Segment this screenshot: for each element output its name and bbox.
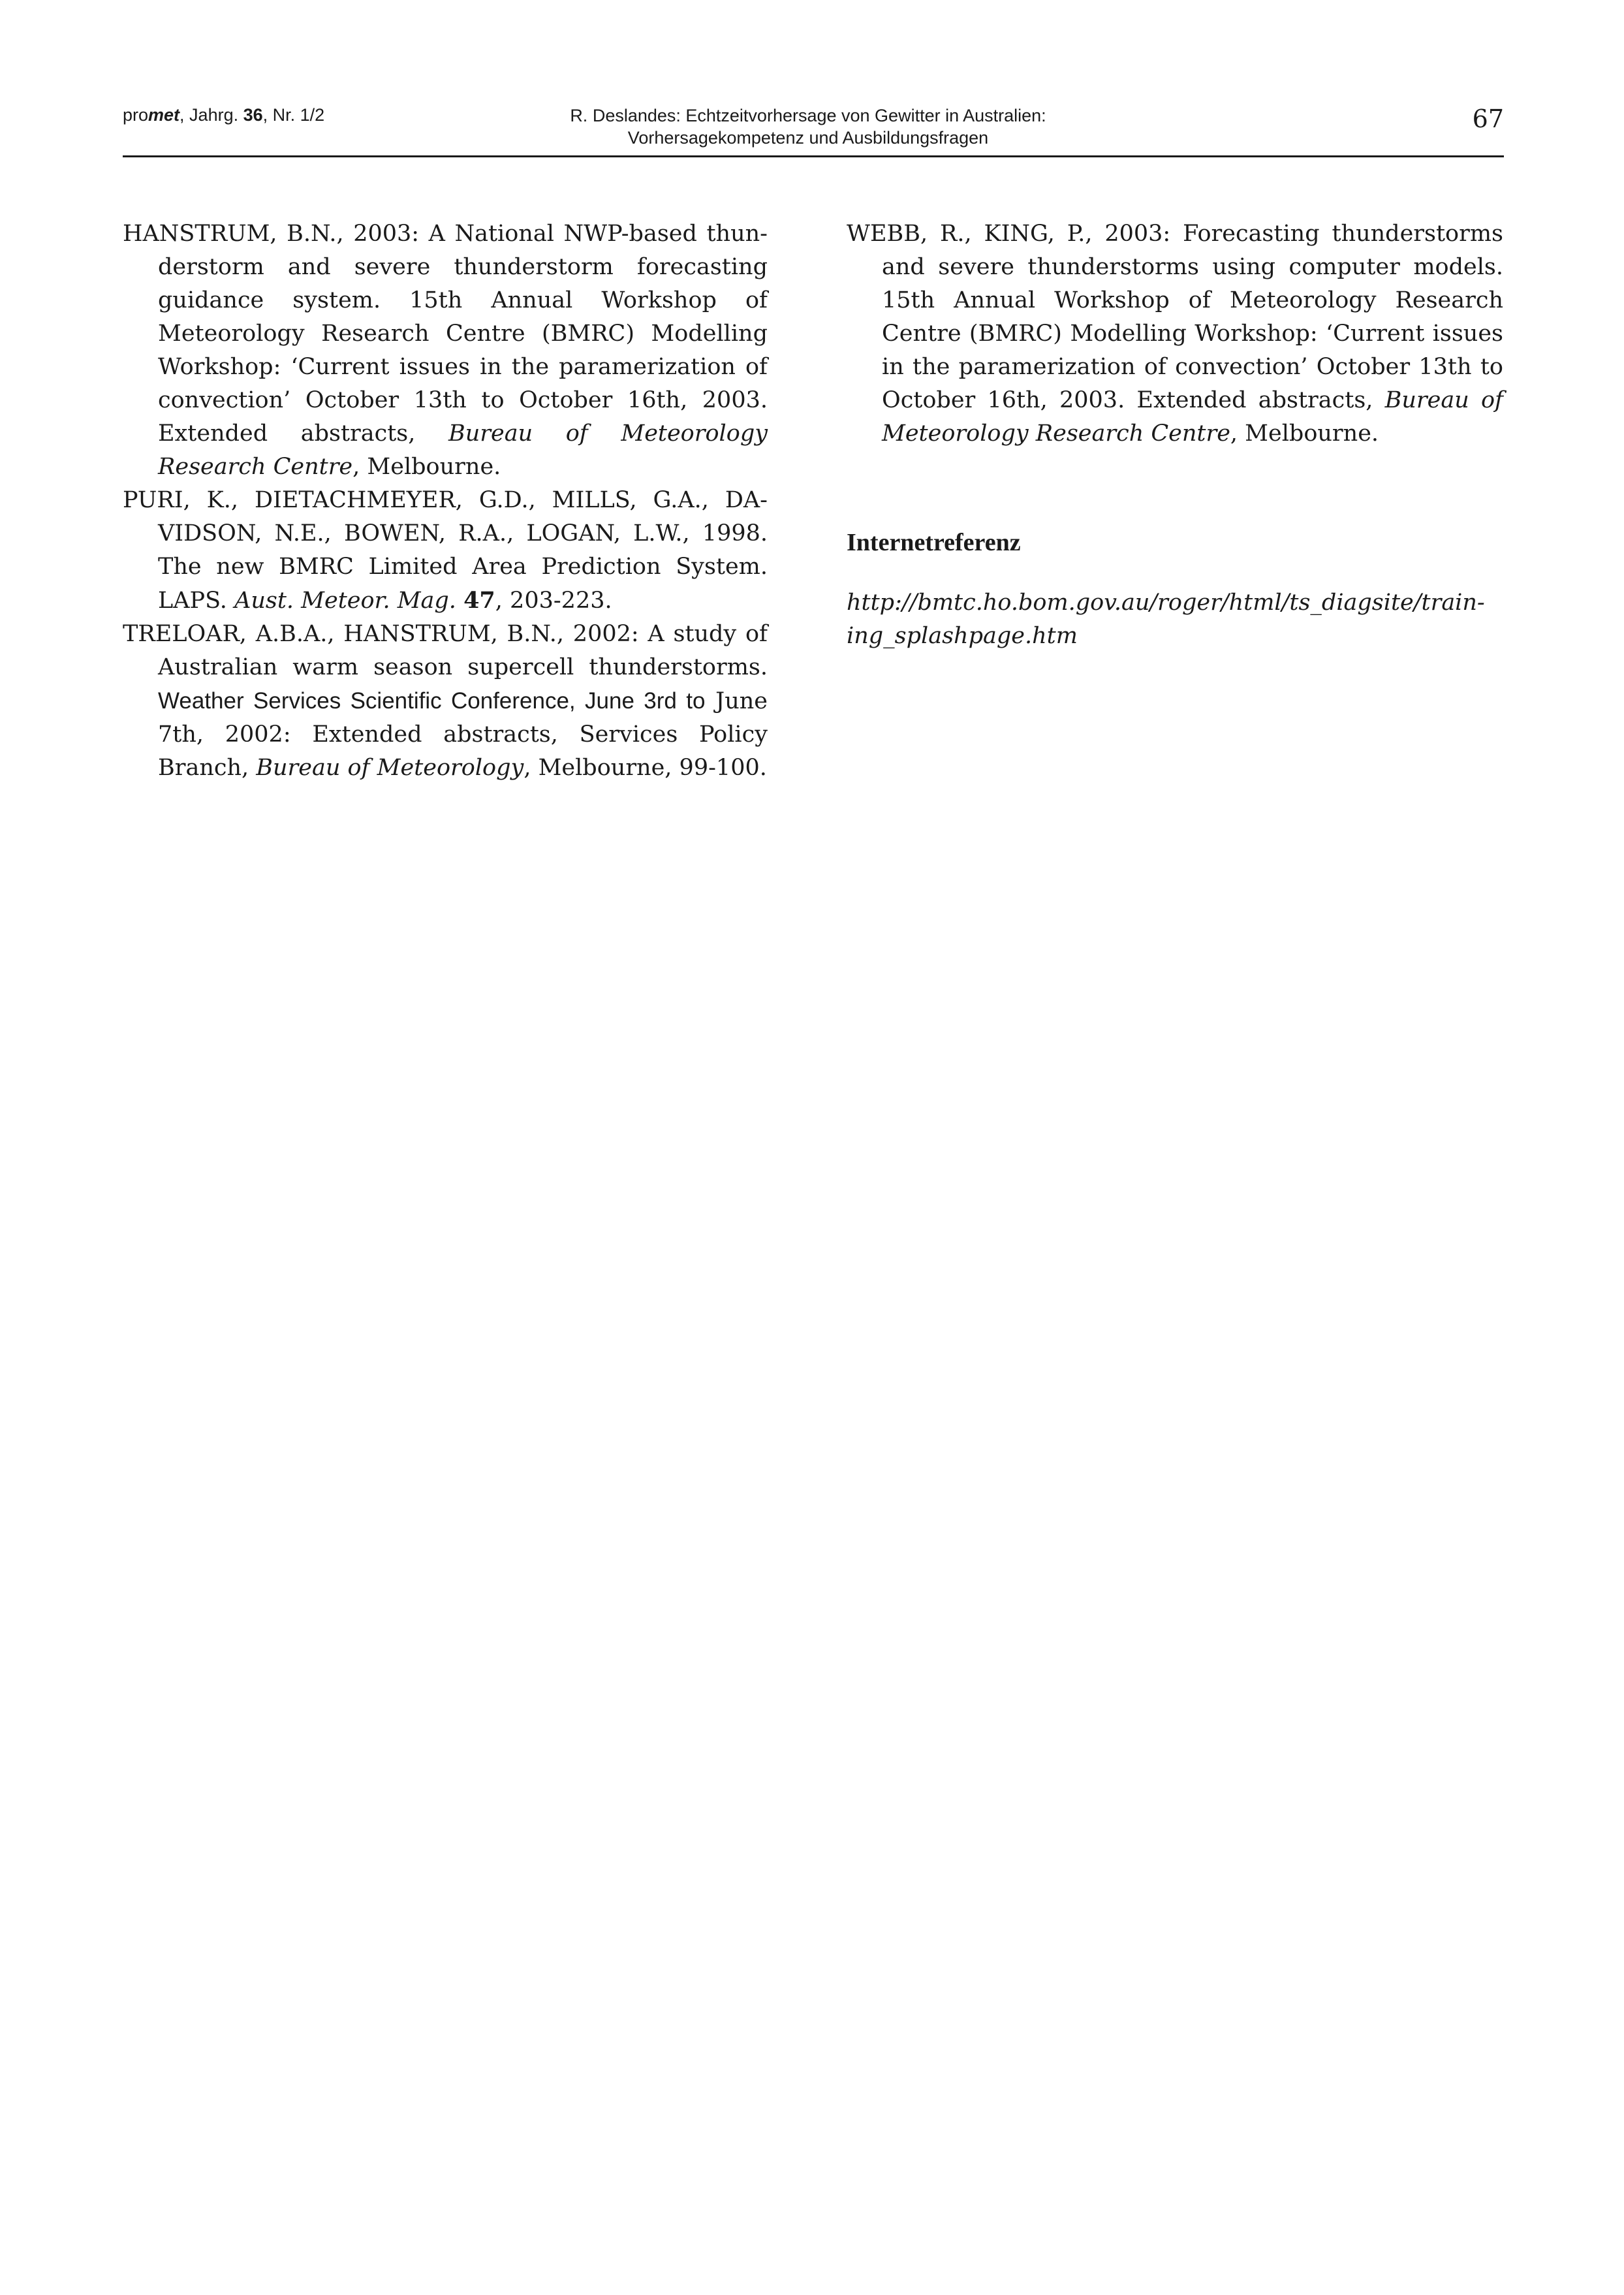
reference-tail: , Melbourne.	[352, 454, 501, 480]
left-column	[123, 217, 768, 785]
journal-issue: , Nr. 1/2	[262, 105, 325, 125]
journal-name-emphasis: met	[148, 105, 180, 125]
page-number: 67	[1472, 104, 1504, 133]
reference-volume: 47	[463, 587, 495, 614]
running-header	[123, 104, 1504, 155]
article-running-title	[527, 104, 1089, 149]
journal-volume: 36	[243, 105, 263, 125]
reference-conference: Weather Services Scientific Conference, June 3rd to	[158, 688, 706, 714]
reference-journal: Aust. Meteor. Mag.	[234, 588, 456, 614]
internet-references-heading: Internetreferenz	[847, 529, 1021, 556]
reference-puri	[123, 484, 768, 618]
reference-text-continued: June 7th, 2002: Extended abstracts, Services Policy Branch,	[158, 688, 768, 781]
reference-hanstrum	[123, 217, 768, 484]
running-title-line-2: Vorhersagekompetenz und Ausbildungsfragen	[627, 128, 989, 148]
reference-publisher: Bureau of Meteorology Research Centre	[882, 387, 1504, 447]
reference-publisher: Bureau of Meteorology	[256, 755, 524, 781]
reference-text: HANSTRUM, B.N., 2003: A National NWP-based thunderstorm and severe thunderstorm forecasting guidance system. 15th Annual Workshop of Meteorology Research Centre (BMRC) Modelling Workshop: ‘Current issues in the paramerization of convection’ October 13th to October 16th, 2003. Extended abstracts,	[123, 221, 768, 447]
reference-text: TRELOAR, A.B.A., HANSTRUM, B.N., 2002: A study of Australian warm season supercell thunderstorms.	[123, 621, 768, 680]
running-title-line-1: R. Deslandes: Echtzeitvorhersage von Gewitter in Australien:	[570, 106, 1046, 125]
journal-year-label: , Jahrg.	[180, 105, 243, 125]
reference-tail: , Melbourne.	[1230, 420, 1379, 447]
reference-tail: , Melbourne, 99-100.	[523, 755, 767, 781]
reference-text: WEBB, R., KING, P., 2003: Forecasting thunderstorms and severe thunderstorms using computer models. 15th Annual Workshop of Meteorology Research Centre (BMRC) Modelling Workshop: ‘Current issues in the paramerization of convection’ October 13th to October 16th, 2003. Extended abstracts,	[847, 221, 1503, 413]
reference-webb	[847, 217, 1503, 451]
internet-reference-url[interactable]: http://bmtc.ho.bom.gov.au/roger/html/ts_diagsite/training_splashpage.htm	[847, 590, 1485, 649]
journal-name-prefix: pro	[123, 105, 149, 125]
reference-text: PURI, K., DIETACHMEYER, G.D., MILLS, G.A., DAVIDSON, N.E., BOWEN, R.A., LOGAN, L.W., 1998. The new BMRC Limited Area Prediction System. LAPS.	[123, 487, 768, 614]
reference-pages: , 203-223.	[495, 588, 612, 614]
journal-citation	[123, 104, 324, 125]
reference-treloar	[123, 618, 768, 785]
header-rule	[123, 155, 1504, 157]
reference-publisher: Bureau of Meteorology Research Centre	[158, 420, 768, 480]
right-column	[847, 217, 1503, 653]
reference-space	[456, 588, 463, 614]
